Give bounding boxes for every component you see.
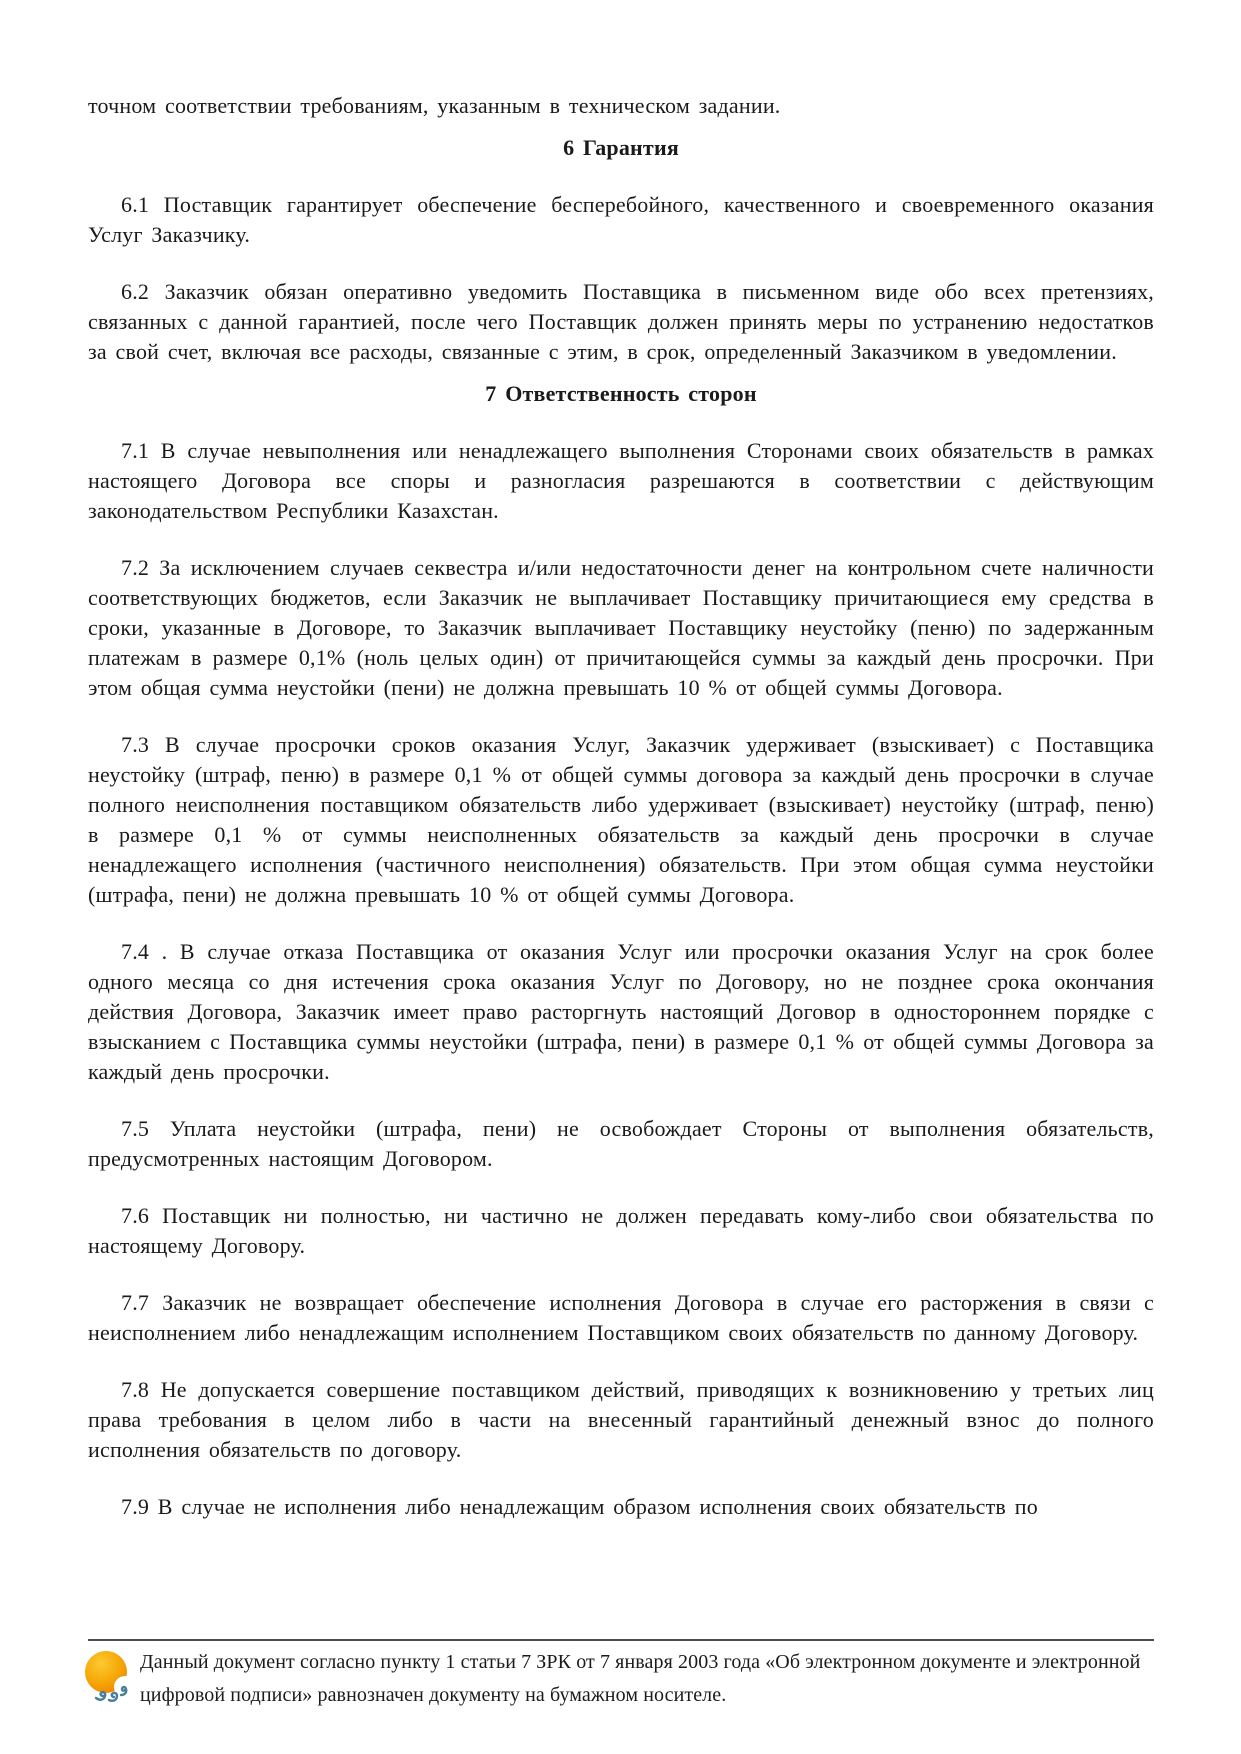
clause-7-2: 7.2 За исключением случаев секвестра и/или недостаточности денег на контрольном счете наличности соответствующих бюджетов, если Заказчик не выплачивает Поставщику причитающиеся ему средства в сроки, указанные в Договоре, то Заказчик выплачивает Поставщику неустойку (пеню) по задержанным платежам в размере 0,1% (ноль целых один) от причитающейся суммы за каждый день просрочки. При этом общая сумма неустойки (пени) не должна превышать 10 % от общей суммы Договора. — [88, 555, 1154, 700]
section-7-heading: 7 Ответственность сторон — [485, 381, 757, 406]
clause-7-7: 7.7 Заказчик не возвращает обеспечение исполнения Договора в случае его расторжения в связи с неисполнением либо ненадлежащим исполнением Поставщиком своих обязательств по данному Договору. — [88, 1290, 1154, 1345]
section-6-heading: 6 Гарантия — [563, 135, 679, 160]
paragraph-continuation: точном соответствии требованиям, указанным в техническом задании. — [88, 93, 781, 118]
clause-6-1: 6.1 Поставщик гарантирует обеспечение бесперебойного, качественного и своевременного оказания Услуг Заказчику. — [88, 192, 1154, 247]
clause-7-8: 7.8 Не допускается совершение поставщиком действий, приводящих к возникновению у третьих лиц права требования в целом либо в части на внесенный гарантийный денежный взнос до полного исполнения обязательств по договору. — [88, 1377, 1154, 1462]
clause-6-2: 6.2 Заказчик обязан оперативно уведомить Поставщика в письменном виде обо всех претензиях, связанных с данной гарантией, после чего Поставщик должен принять меры по устранению недостатков за свой счет, включая все расходы, связанные с этим, в срок, определенный Заказчиком в уведомлении. — [88, 279, 1154, 364]
digital-signature-notice — [88, 1639, 1154, 1712]
footer-row — [88, 1646, 1154, 1712]
clause-7-1: 7.1 В случае невыполнения или ненадлежащего выполнения Сторонами своих обязательств в рамках настоящего Договора все споры и разногласия разрешаются в соответствии с действующим законодательством Республики Казахстан. — [88, 438, 1154, 523]
signature-notice-text: Данный документ согласно пункту 1 статьи 7 ЗРК от 7 января 2003 года «Об электронном документе и электронной цифровой подписи» равнозначен документу на бумажном носителе. — [140, 1651, 1141, 1706]
clause-7-5: 7.5 Уплата неустойки (штрафа, пени) не освобождает Стороны от выполнения обязательств, предусмотренных настоящим Договором. — [88, 1116, 1154, 1171]
document-content — [88, 91, 1154, 1522]
clause-7-6: 7.6 Поставщик ни полностью, ни частично не должен передавать кому-либо свои обязательства по настоящему Договору. — [88, 1203, 1154, 1258]
footer-divider — [88, 1639, 1154, 1641]
clause-7-3: 7.3 В случае просрочки сроков оказания Услуг, Заказчик удерживает (взыскивает) с Поставщика неустойку (штраф, пеню) в размере 0,1 % от общей суммы договора за каждый день просрочки в случае полного неисполнения поставщиком обязательств либо удерживает (взыскивает) неустойку (штраф, пеню) в размере 0,1 % от суммы неисполненных обязательств за каждый день просрочки в случае ненадлежащего исполнения (частичного неисполнения) обязательств. При этом общая сумма неустойки (штрафа, пени) не должна превышать 10 % от общей суммы Договора. — [88, 732, 1154, 907]
clause-7-9-truncated: 7.9 В случае не исполнения либо ненадлежащим образом исполнения своих обязательств по — [121, 1494, 1038, 1519]
goszakup-logo-icon — [84, 1647, 134, 1705]
clause-7-4: 7.4 . В случае отказа Поставщика от оказания Услуг или просрочки оказания Услуг на срок более одного месяца со дня истечения срока оказания Услуг по Договору, но не позднее срока окончания действия Договора, Заказчик имеет право расторгнуть настоящий Договор в одностороннем порядке с взысканием с Поставщика суммы неустойки (штрафа, пени) в размере 0,1 % от общей суммы Договора за каждый день просрочки. — [88, 939, 1154, 1084]
